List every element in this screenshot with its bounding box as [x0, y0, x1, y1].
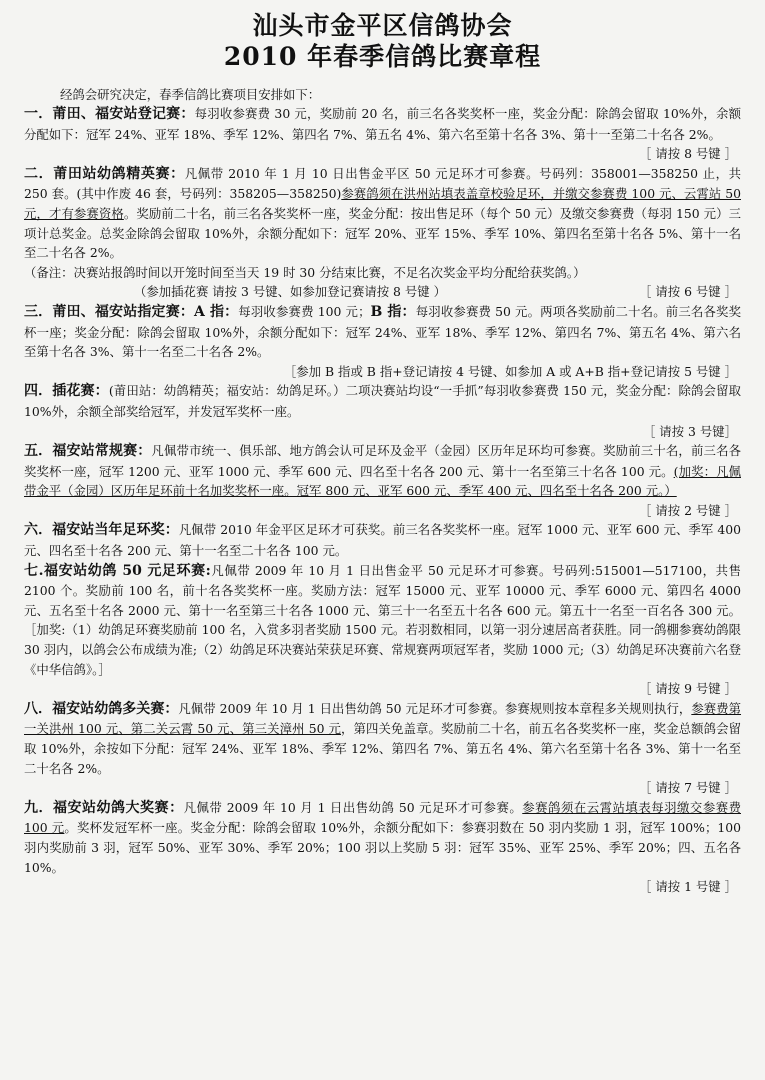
section-7-text: 凡佩带 2009 年 10 月 1 日出售金平 50 元足环才可参赛。号码列:515001—517100，共售 2100 个。奖励前 100 名，前十名各奖奖杯一座。奖励方法：冠军 15000 元、亚军 10000 元、季军 6000 元、第四名 4000 元、五名至十名各 2000 元、第十一名至第三十名各 1000 元、第三十一名至五十名各 600 元。第五十一名至一百名各 300 元。［加奖:（1）幼鸽足环赛奖励前 100 名，入赏多羽者奖励 1500 元。若羽数相同，以第一羽分速居高者获胜。同一鸽棚参赛幼鸽限 30 羽内，以鸽会公布成绩为准;（2）幼鸽足环决赛站荣获足环赛、常规赛两项冠军者，奖励 1000 元;（3）幼鸽足环决赛前六名登《中华信鸽》。］ [24, 562, 741, 677]
section-2-text-a: 凡佩带 2010 年 1 月 10 日出售金平区 50 元足环才可参赛。号码列：358001—358250 止，共 250 套。(其中作废 46 套，号码列：358205—358250) [24, 165, 742, 202]
section-2-heading: 二．莆田站幼鸽精英赛： [24, 165, 185, 182]
section-3-text-b: 每羽收参赛费 50 元。两项各奖励前二十名。前三名各奖奖杯一座；奖金分配：除鸽会留取 10%外，余额分配如下：冠军 24%、亚军 18%、季军 12%、第四名 7%、第五名 4%、第六名至第十名各 3%、第十一名至二十名各 2%。 [24, 303, 741, 360]
section-8-key: ［ 请按 7 号键 ］ [639, 780, 737, 796]
intro-text: 经鸽会研究决定，春季信鸽比赛项目安排如下： [60, 87, 321, 102]
section-8-text-a: 凡佩带 2009 年 10 月 1 日出售幼鸽 50 元足环才可参赛。参赛规则按本章程多关规则执行， [178, 700, 692, 716]
section-2-note: （备注：决赛站报鸽时间以开笼时间至当天 19 时 30 分结束比赛，不足名次奖金平均分配给获奖鸽。） [24, 264, 586, 280]
section-5-key: ［ 请按 2 号键 ］ [639, 502, 737, 518]
section-5 [24, 441, 741, 520]
section-8-underlined: 参赛费第一关洪州 100 元、第二关云霄 50 元、第三关漳州 50 元 [24, 700, 742, 737]
section-5-text: 凡佩带市统一、俱乐部、地方鸽会认可足环及金平（金园）区历年足环均可参赛。奖励前三十名，前三名各奖奖杯一座，冠军 1200 元、亚军 1000 元、季军 600 元、四名至十名各 200 元、第十一名至第三十名各 100 元。 [24, 443, 742, 479]
section-2-underlined: 参赛鸽须在洪州站填表盖章校验足环，并缴交参赛费 100 元、云霄站 50 元，才有参赛资格 [24, 186, 741, 221]
section-2-text-b: 。奖励前二十名，前三名各奖奖杯一座，奖金分配：按出售足环（每个 50 元）及缴交参赛费（每羽 150 元）三项计总奖金。总奖金除鸽会留取 10%外，余额分配如下：冠军 20%、亚军 15%、季军 10%、第四名至第十名各 5%、第十一名至二十名各 2%。 [24, 205, 742, 261]
section-5-heading: 五．福安站常规赛： [24, 443, 152, 460]
section-4-text: (莆田站：幼鸽精英；福安站：幼鸽足环。）二项决赛站均设“一手抓”每羽收参赛费 150 元，奖金分配：除鸽会留取 10%外，余额全部奖给冠军，并发冠军奖杯一座。 [24, 383, 741, 419]
section-8-text-b: ，第四关免盖章。奖励前二十名，前五名各奖奖杯一座，奖金总额鸽会留取 10%外，余按如下分配：冠军 24%、亚军 18%、季军 12%、第四名 7%、第五名 4%、第六名至第十名各 3%、第十一名至二十名各 2%。 [24, 721, 741, 776]
section-2-extra: （参加插花赛 请按 3 号键、如参加登记赛请按 8 号键 ） [134, 284, 446, 300]
title-line-2: 2010 年春季信鸽比赛章程 [223, 42, 542, 71]
section-4-heading: 四．插花赛： [24, 383, 109, 400]
section-9-text-a: 凡佩带 2009 年 10 月 1 日出售幼鸽 50 元足环才可参赛。 [183, 799, 523, 815]
section-8-heading: 八．福安站幼鸽多关赛： [24, 700, 179, 717]
section-7-key: ［ 请按 9 号键 ］ [639, 681, 737, 697]
section-9-heading: 九．福安站幼鸽大奖赛： [24, 799, 184, 816]
section-1-key: ［ 请按 8 号键 ］ [639, 146, 737, 162]
section-9-underlined: 参赛鸽须在云霄站填表每羽缴交参赛费 100 元 [24, 799, 741, 836]
section-2-key: ［ 请按 6 号键 ］ [639, 284, 737, 300]
section-8 [24, 699, 741, 798]
section-1-heading: 一．莆田、福安站登记赛： [24, 106, 195, 122]
section-3 [24, 302, 741, 381]
section-4-key: ［ 请按 3 号键］ [642, 423, 737, 439]
section-9-text-b: 。奖杯发冠军杯一座。奖金分配：除鸽会留取 10%外，余额分配如下：参赛羽数在 50 羽内奖励 1 羽，冠军 100%；100 羽内奖励前 3 羽，冠军 50%、亚军 30%、季军 20%；100 羽以上奖励 5 羽：冠军 35%、亚军 25%、季军 20%；四、五名各 10%。 [24, 820, 741, 875]
title-line-1: 汕头市金平区信鸽协会 [252, 11, 513, 40]
section-6 [24, 520, 741, 560]
section-3-text-a: 每羽收参赛费 100 元； [238, 303, 371, 319]
section-1-text: 每羽收参赛费 30 元，奖励前 20 名，前三名各奖奖杯一座，奖金分配：除鸽会留取 10%外，余额分配如下：冠军 24%、亚军 18%、季军 12%、第四名 7%、第五名 4%、第六名至第十名各 3%、第十一至第二十名各 2%。 [24, 106, 741, 142]
section-3-heading-b: B 指： [370, 303, 416, 320]
section-9-key: ［ 请按 1 号键 ］ [639, 879, 737, 895]
section-6-text: 凡佩带 2010 年金平区足环才可获奖。前三名各奖奖杯一座。冠军 1000 元、亚军 600 元、季军 400 元、四名至十名各 200 元、第十一名至二十名各 100 元。 [24, 522, 742, 559]
section-5-underlined: (加奖：凡佩带金平（金园）区历年足环前十名加奖奖杯一座。冠军 800 元、亚军 600 元、季军 400 元、四名至十名各 200 元。） [24, 463, 741, 499]
section-3-heading: 三．莆田、福安站指定赛：A 指： [24, 303, 239, 320]
section-4 [24, 381, 741, 441]
section-9 [24, 798, 741, 897]
section-7-heading: 七.福安站幼鸽 50 元足环赛: [24, 562, 211, 579]
section-2 [24, 164, 741, 302]
section-7 [24, 561, 741, 699]
section-1 [24, 104, 741, 164]
section-3-key: ［参加 B 指或 B 指+登记请按 4 号键、如参加 A 或 A+B 指+登记请按 5 号键 ］ [283, 363, 737, 379]
section-6-heading: 六．福安站当年足环奖： [24, 522, 179, 539]
